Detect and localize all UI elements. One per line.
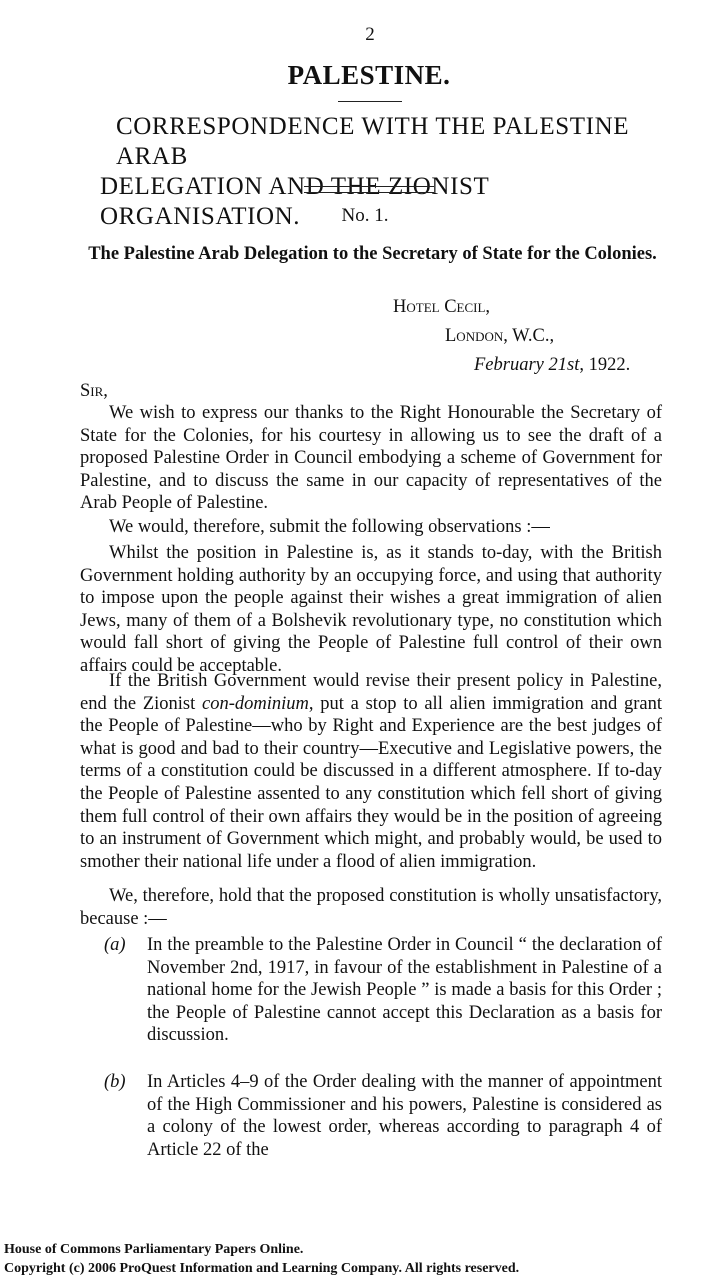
- page-number: 2: [365, 24, 375, 45]
- address-line-1: Hotel Cecil,: [393, 297, 491, 317]
- letter-date: [474, 355, 630, 376]
- salutation: Sir,: [80, 381, 108, 401]
- document-title: PALESTINE.: [287, 60, 451, 90]
- item-label: (b): [104, 1072, 126, 1092]
- date-month: February: [474, 355, 544, 375]
- title-rule: [338, 101, 402, 102]
- paragraph-text: [80, 670, 662, 873]
- paragraph-text: We, therefore, hold that the proposed constitution is wholly unsatisfactory, because :—: [80, 886, 662, 929]
- subtitle-line-1: CORRESPONDENCE WITH THE PALESTINE ARAB: [116, 113, 630, 170]
- paragraph-4-text: If the British Government would revise their present policy in Palestine, end the Zionist con-dominium, put a stop to all alien immigration and grant the People of Palestine—who by Right and Experience are the best judges of what is good and bad to their country—Executive and Legislative powers, the terms of a constitution could be discussed in a different atmosphere. If to-day the People of Palestine assented to any constitution which fell short of giving them full control of their own affairs they would be in the position of agreeing to an instrument of Government which might, and probably would, be used to smother their national life under a flood of alien immigration.: [80, 671, 662, 872]
- list-item-a: [104, 934, 662, 1047]
- document-number: No. 1.: [341, 205, 389, 226]
- item-text: In Articles 4–9 of the Order dealing with the manner of appointment of the High Commissioner and his powers, Palestine is considered as a colony of the lowest order, whereas according to paragraph 4 of Article 22 of the: [147, 1072, 662, 1160]
- paragraph-text: We would, therefore, submit the following observations :—: [109, 517, 550, 537]
- paragraph-2: [80, 516, 662, 539]
- list-item-b: [104, 1071, 662, 1161]
- double-rule: [304, 186, 434, 193]
- footer-line-1: House of Commons Parliamentary Papers Online.: [4, 1242, 304, 1257]
- item-text: In the preamble to the Palestine Order in Council “ the declaration of November 2nd, 1917, in favour of the establishment in Palestine of a national home for the Jewish People ” is made a basis for this Order ; the People of Palestine cannot accept this Declaration as a basis for discussion.: [147, 935, 662, 1046]
- paragraph-text: We wish to express our thanks to the Right Honourable the Secretary of State for the Colonies, for his courtesy in allowing us to see the draft of a proposed Palestine Order in Council embodying a scheme of Government for Palestine, and to discuss the same in our capacity of representatives of the Arab People of Palestine.: [80, 403, 662, 514]
- address-line-2: London, W.C.,: [445, 326, 555, 346]
- paragraph-text: Whilst the position in Palestine is, as it stands to-day, with the British Government holding authority by an occupying force, and using that authority to impose upon the people against their wishes a great immigration of alien Jews, many of them of a Bolshevik revolutionary type, no constitution which would fall short of giving the People of Palestine full control of their own affairs could be acceptable.: [80, 543, 662, 676]
- item-label: (a): [104, 935, 126, 955]
- subtitle-line-2: DELEGATION AND THE ZIONIST ORGANISATION.: [100, 173, 489, 230]
- footer-line-2: Copyright (c) 2006 ProQuest Information and Learning Company. All rights reserved.: [4, 1261, 520, 1276]
- paragraph-1: [80, 402, 662, 515]
- paragraph-5: [80, 885, 662, 930]
- paragraph-4: [80, 670, 662, 873]
- paragraph-3: [80, 542, 662, 678]
- letter-heading: The Palestine Arab Delegation to the Secretary of State for the Colonies.: [88, 244, 657, 264]
- date-year: , 1922.: [579, 355, 631, 375]
- date-day: 21st: [548, 355, 580, 375]
